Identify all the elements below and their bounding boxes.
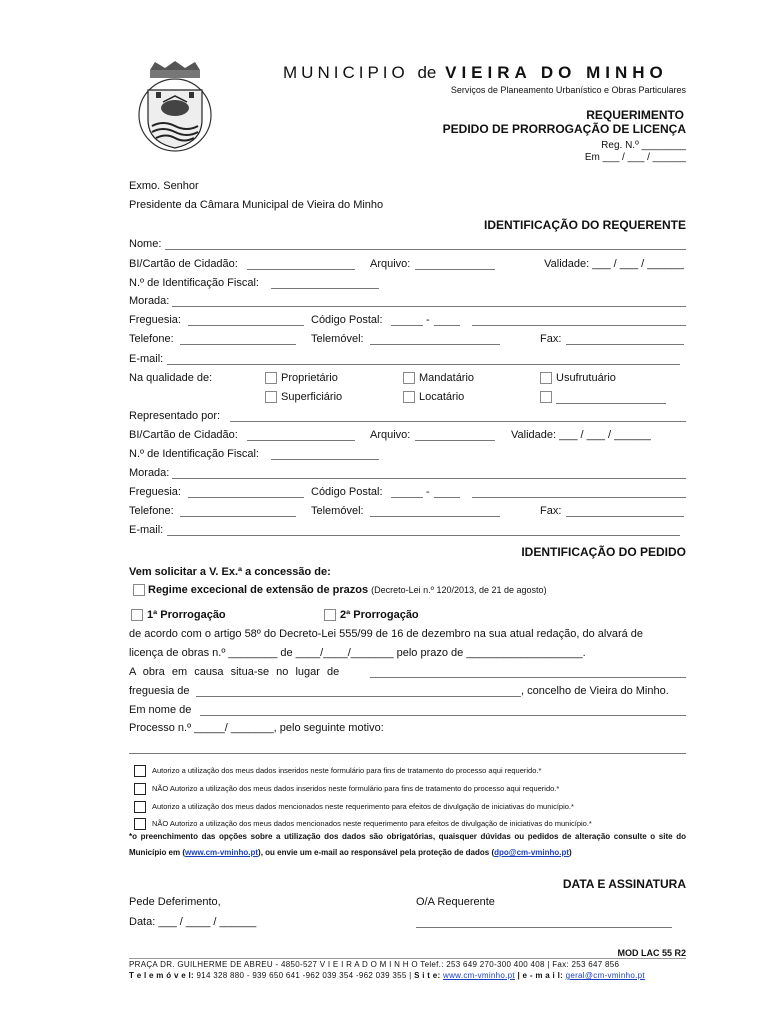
fax-rep-input[interactable] <box>566 516 684 517</box>
option-mandatario: Mandatário <box>419 372 475 384</box>
footer-tel-label: T e l e m ó v e l: <box>129 971 194 980</box>
footer-address: PRAÇA DR. GUILHERME DE ABREU - 4850-527 V I E I R A D O M I N H O Telef.: 253 649 270-300 400 408 | Fax: 253 647 856 <box>129 960 620 969</box>
pedido-p6[interactable]: Processo n.º _____/ _______, pelo seguinte motivo: <box>129 722 384 734</box>
freguesia-obra-input[interactable] <box>196 696 521 697</box>
label-arquivo: Arquivo: <box>370 258 411 270</box>
nif-input[interactable] <box>271 288 379 289</box>
footer-contacts <box>129 971 645 980</box>
bi-input[interactable] <box>247 269 355 270</box>
consent-checkbox-1[interactable] <box>134 765 146 777</box>
bi-rep-input[interactable] <box>247 440 355 441</box>
pedido-p3: A obra em causa situa-se no lugar de <box>129 666 340 678</box>
label-bi: BI/Cartão de Cidadão: <box>129 258 238 270</box>
label-telemovel-rep: Telemóvel: <box>311 505 364 517</box>
label-bi-rep: BI/Cartão de Cidadão: <box>129 429 238 441</box>
pedido-p4-freguesia: freguesia de <box>129 685 190 697</box>
email-input[interactable] <box>167 364 680 365</box>
morada-input[interactable] <box>172 306 686 307</box>
option-proprietario: Proprietário <box>281 372 338 384</box>
label-nif: N.º de Identificação Fiscal: <box>129 277 259 289</box>
label-morada: Morada: <box>129 295 170 307</box>
label-codigo-postal: Código Postal: <box>311 314 383 326</box>
note-email-link[interactable]: dpo@cm-vminho.pt <box>494 848 570 857</box>
label-freguesia-rep: Freguesia: <box>129 486 181 498</box>
motivo-input[interactable] <box>129 753 686 754</box>
label-morada-rep: Morada: <box>129 467 170 479</box>
section-pedido: IDENTIFICAÇÃO DO PEDIDO <box>521 545 686 559</box>
fax-input[interactable] <box>566 344 684 345</box>
pedido-regime-line <box>148 584 547 596</box>
header-vieira: VIEIRA DO MINHO <box>445 63 668 82</box>
reg-number-field[interactable]: Reg. N.º ________ <box>601 140 686 151</box>
header-de: de <box>417 63 437 82</box>
label-freguesia: Freguesia: <box>129 314 181 326</box>
label-representado: Representado por: <box>129 410 221 422</box>
cp-separator: - <box>426 314 430 326</box>
morada-rep-input[interactable] <box>172 478 686 479</box>
label-fax-rep: Fax: <box>540 505 562 517</box>
checkbox-proprietario[interactable] <box>265 372 277 384</box>
pedido-p2[interactable]: licença de obras n.º ________ de ____/____/_______ pelo prazo de ___________________. <box>129 647 586 659</box>
nome-input[interactable] <box>165 249 686 250</box>
consent-text-2: NÃO Autorizo a utilização dos meus dados inseridos neste formulário para fins de tratamento do processo aqui requerido.* <box>152 784 560 793</box>
cp-rep-part2-input[interactable] <box>434 497 460 498</box>
note-part2: ), ou envie um e-mail ao responsável pela proteção de dados ( <box>258 848 495 857</box>
sign-requerente-label: O/A Requerente <box>416 896 495 908</box>
footer-site-link[interactable]: www.cm-vminho.pt <box>443 971 515 980</box>
footer-email-link[interactable]: geral@cm-vminho.pt <box>565 971 645 980</box>
checkbox-mandatario[interactable] <box>403 372 415 384</box>
freguesia-rep-input[interactable] <box>188 497 304 498</box>
doc-title: PEDIDO DE PRORROGAÇÃO DE LICENÇA <box>442 122 686 136</box>
signature-input[interactable] <box>416 927 672 928</box>
cp-rep-locality-input[interactable] <box>472 497 686 498</box>
lugar-input[interactable] <box>370 677 686 678</box>
option-superficiario: Superficiário <box>281 391 343 403</box>
pedido-p5: Em nome de <box>129 704 192 716</box>
freguesia-input[interactable] <box>188 325 304 326</box>
data-protection-note <box>129 829 686 861</box>
header-title <box>283 63 668 83</box>
footer-tel-numbers: 914 328 880 - 939 650 641 -962 039 354 -962 039 355 | <box>196 971 412 980</box>
cp-part1-input[interactable] <box>391 325 423 326</box>
representado-input[interactable] <box>230 421 686 422</box>
cp-rep-separator: - <box>426 486 430 498</box>
label-email: E-mail: <box>129 353 164 365</box>
consent-text-3: Autorizo a utilização dos meus dados mencionados neste requerimento para efeitos de divulgação de iniciativas do município.* <box>152 802 574 811</box>
label-prorrogacao-1: 1ª Prorrogação <box>147 609 226 621</box>
sign-pede: Pede Deferimento, <box>129 896 221 908</box>
checkbox-prorrogacao-1[interactable] <box>131 609 143 621</box>
label-cp-rep: Código Postal: <box>311 486 383 498</box>
label-telemovel: Telemóvel: <box>311 333 364 345</box>
label-prorrogacao-2: 2ª Prorrogação <box>340 609 419 621</box>
consent-checkbox-2[interactable] <box>134 783 146 795</box>
telefone-rep-input[interactable] <box>180 516 296 517</box>
checkbox-usufrutuario[interactable] <box>540 372 552 384</box>
telefone-input[interactable] <box>180 344 296 345</box>
telemovel-rep-input[interactable] <box>370 516 500 517</box>
cp-part2-input[interactable] <box>434 325 460 326</box>
nif-rep-input[interactable] <box>271 459 379 460</box>
consent-checkbox-3[interactable] <box>134 801 146 813</box>
sign-date-field[interactable]: Data: ___ / ____ / ______ <box>129 916 257 928</box>
checkbox-outro[interactable] <box>540 391 552 403</box>
header-services: Serviços de Planeamento Urbanístico e Obras Particulares <box>450 85 686 95</box>
pedido-vem: Vem solicitar a V. Ex.ª a concessão de: <box>129 566 331 578</box>
label-telefone: Telefone: <box>129 333 174 345</box>
email-rep-input[interactable] <box>167 535 680 536</box>
pedido-regime: Regime excecional de extensão de prazos <box>148 584 369 596</box>
checkbox-superficiario[interactable] <box>265 391 277 403</box>
note-part1: *o preenchimento das opções sobre a utilização dos dados são obrigatórias, quaisquer dúvidas ou pedidos de alteração consulte o site do Município em ( <box>129 832 686 857</box>
header-municipio: MUNICIPIO <box>283 63 409 82</box>
arquivo-input[interactable] <box>415 269 495 270</box>
label-qualidade: Na qualidade de: <box>129 372 213 384</box>
note-part3: ) <box>569 848 572 857</box>
greeting-line1: Exmo. Senhor <box>129 180 199 192</box>
pedido-p4-concelho: , concelho de Vieira do Minho. <box>521 685 669 697</box>
checkbox-regime[interactable] <box>133 584 145 596</box>
outro-input[interactable] <box>556 403 666 404</box>
em-nome-de-input[interactable] <box>200 715 686 716</box>
consent-text-1: Autorizo a utilização dos meus dados inseridos neste formulário para fins de tratamento do processo aqui requerido.* <box>152 766 542 775</box>
label-telefone-rep: Telefone: <box>129 505 174 517</box>
checkbox-locatario[interactable] <box>403 391 415 403</box>
coat-of-arms-icon <box>130 60 220 155</box>
checkbox-prorrogacao-2[interactable] <box>324 609 336 621</box>
option-locatario: Locatário <box>419 391 465 403</box>
validade-field[interactable]: Validade: ___ / ___ / ______ <box>544 258 684 270</box>
note-site-link[interactable]: www.cm-vminho.pt <box>185 848 259 857</box>
footer-email-label: | e - m a i l: <box>517 971 564 980</box>
pedido-regime-ref: (Decreto-Lei n.º 120/2013, de 21 de agosto) <box>371 585 547 595</box>
greeting-line2: Presidente da Câmara Municipal de Vieira do Minho <box>129 199 384 211</box>
doc-type: REQUERIMENTO <box>586 108 684 122</box>
footer-site-label: S i t e: <box>414 971 441 980</box>
cp-rep-part1-input[interactable] <box>391 497 423 498</box>
section-requerente: IDENTIFICAÇÃO DO REQUERENTE <box>483 218 686 232</box>
cp-locality-input[interactable] <box>472 325 686 326</box>
reg-date-field[interactable]: Em ___ / ___ / ______ <box>584 152 686 163</box>
label-nif-rep: N.º de Identificação Fiscal: <box>129 448 259 460</box>
label-email-rep: E-mail: <box>129 524 164 536</box>
form-code: MOD LAC 55 R2 <box>617 948 686 958</box>
label-fax: Fax: <box>540 333 562 345</box>
option-usufrutuario: Usufrutuário <box>556 372 616 384</box>
municipality-coat-of-arms <box>130 60 220 155</box>
footer-divider <box>129 958 686 959</box>
validade-rep-field[interactable]: Validade: ___ / ___ / ______ <box>511 429 651 441</box>
label-arquivo-rep: Arquivo: <box>370 429 411 441</box>
pedido-p1: de acordo com o artigo 58º do Decreto-Lei 555/99 de 16 de dezembro na sua atual redação, do alvará de <box>129 628 644 640</box>
label-nome: Nome: <box>129 238 162 250</box>
section-data: DATA E ASSINATURA <box>562 877 686 891</box>
consent-text-4: NÃO Autorizo a utilização dos meus dados mencionados neste requerimento para efeitos de divulgação de iniciativas do município.* <box>152 819 592 828</box>
arquivo-rep-input[interactable] <box>415 440 495 441</box>
telemovel-input[interactable] <box>370 344 500 345</box>
